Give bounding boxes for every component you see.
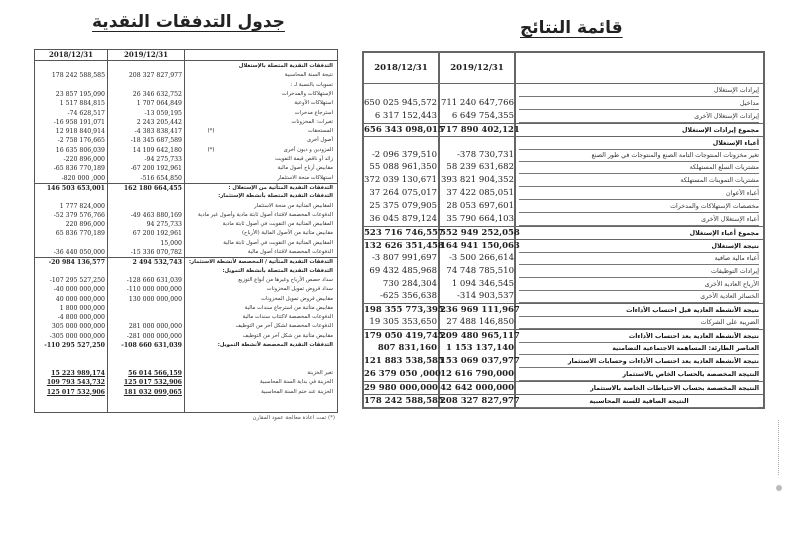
row-label: النتيجة الصافية للسنة المحاسبية: [519, 395, 759, 408]
value-2019: -108 660 631,039: [121, 342, 182, 349]
value-2019: -378 730,731: [457, 149, 514, 160]
row-label: مقابيض متأتية من شكل آخر من التوظيف: [242, 332, 333, 339]
value-2018: 179 050 419,745: [364, 331, 444, 342]
value-2018: 178 242 588,585: [364, 395, 444, 406]
row-label: الدفوعات المخصصة لاقتناء أصول ثابتة مادية وأصول غير مادية: [197, 211, 333, 218]
value-2019: -110 000 000,000: [126, 286, 182, 294]
value-2019: 393 821 904,352: [440, 175, 514, 186]
value-2018: 650 025 945,572: [364, 97, 438, 108]
table-row: [35, 81, 337, 90]
table-row: [364, 394, 763, 408]
value-2018: 69 432 485,968: [369, 265, 437, 276]
value-2019: 162 180 664,455: [123, 184, 182, 192]
row-label: سداد قروض تمويل المخزونات: [266, 286, 333, 293]
row-label: الإستهلاكات والمدخرات: [281, 90, 333, 97]
value-2018: -20 984 136,577: [48, 259, 105, 267]
income-statement-table: [362, 51, 765, 409]
value-2018: 220 896,000: [65, 221, 105, 229]
value-2018: -16 958 191,071: [53, 118, 105, 126]
row-label: تسويات بالنسبة لـ :: [290, 81, 333, 88]
value-2019: -18 345 687,589: [130, 137, 182, 145]
value-2018: 178 242 588,585: [51, 72, 105, 80]
value-2019: 2 243 205,442: [136, 118, 182, 126]
table-row: [35, 332, 337, 341]
row-label: التدفقات النقدية المتصلة بأنشطة التمويل:: [222, 267, 333, 274]
row-label: التدفقات النقدية المتأتية من الإستغلال :: [228, 184, 333, 191]
value-2018: 372 039 130,671: [364, 175, 438, 186]
table-row: [364, 381, 763, 395]
table-row: [364, 329, 763, 343]
table-row: [35, 360, 337, 369]
value-2019: -516 654,850: [140, 174, 182, 182]
value-2018: 15 223 989,174: [51, 369, 105, 377]
cash-flow-title: جدول التدفقات النقدية: [92, 12, 285, 32]
value-2018: 1 517 884,815: [59, 100, 105, 108]
table-row: [364, 303, 763, 317]
table-row: [364, 213, 763, 226]
table-row: [35, 202, 337, 211]
value-2019: 1 094 346,545: [451, 278, 514, 289]
income-col-2019: 2019/12/31: [450, 63, 504, 73]
table-row: [35, 285, 337, 294]
value-2018: 132 626 351,458: [364, 240, 444, 251]
table-row: [35, 109, 337, 118]
value-2018: 730 284,304: [382, 278, 437, 289]
value-2019: 209 480 965,117: [440, 331, 520, 342]
value-2018: 6 317 152,443: [374, 110, 437, 121]
table-row: [364, 252, 763, 265]
row-label: النتيجة المخصصة بالحساب الخاص بالاستثمار: [519, 368, 759, 381]
table-row: [35, 146, 337, 155]
value-2019: 26 346 632,752: [132, 90, 182, 98]
value-2018: 523 716 746,557: [364, 227, 444, 238]
table-row: [35, 62, 337, 71]
row-label: استرجاع مدخرات: [294, 109, 333, 116]
scan-dot-icon: [776, 485, 782, 491]
value-2018: 19 305 353,650: [369, 317, 437, 328]
table-row: [364, 84, 763, 97]
value-2018: -820 000 ,000: [61, 174, 105, 182]
note-marker: (*): [207, 146, 215, 153]
value-2018: -305 000 000,000: [49, 332, 105, 340]
row-label: إيرادات التوظيفات: [519, 265, 759, 278]
value-2019: -4 383 838,417: [134, 128, 182, 136]
value-2019: 67 200 192,961: [132, 230, 182, 238]
value-2019: -49 463 880,169: [130, 211, 182, 219]
value-2018: 55 088 961,350: [369, 162, 437, 173]
row-label: مشتريات السلع المستهلكة: [519, 161, 759, 174]
row-label: أعباء مالية صافية: [519, 252, 759, 265]
row-label: الدفوعات المخصصة لشكل آخر من التوظيف: [235, 323, 333, 330]
table-row: [35, 248, 337, 257]
row-label: أعباء الإستغلال: [519, 137, 759, 150]
value-2018: 109 793 543,732: [46, 379, 105, 387]
table-row: [35, 313, 337, 322]
income-col-2018: 2018/12/31: [374, 63, 428, 73]
value-2018: -65 836 770,189: [53, 165, 105, 173]
row-label: التدفقات النقدية المتصلة بالإستغلال: [238, 63, 333, 69]
table-row: [364, 110, 763, 123]
value-2018: -110 295 527,250: [44, 342, 105, 349]
table-row: [35, 118, 337, 127]
row-label: مداخيل: [519, 97, 759, 110]
value-2019: 35 790 664,103: [446, 214, 514, 224]
row-label: الخسائر العادية الأخرى: [519, 290, 759, 303]
value-2019: 42 642 000,000: [440, 382, 514, 393]
table-row: [364, 187, 763, 200]
row-label: استهلاكات منحة الاستثمار: [277, 174, 333, 181]
row-label: المستحقات: [307, 128, 333, 135]
value-2018: 16 635 806,039: [55, 146, 105, 154]
value-2019: 1 153 137,140: [445, 343, 514, 353]
row-label: تغير مخزونات المنتوجات التامة الصنع والمنتوجات في طور الصنع: [519, 149, 759, 162]
value-2019: -314 903,537: [457, 291, 514, 302]
value-2019: 58 239 631,682: [446, 162, 514, 173]
value-2019: 208 327 827,977: [128, 72, 182, 80]
value-2019: 27 488 146,850: [446, 317, 514, 328]
row-label: المقابيض المتأتية من التفويت في أصول ثابتة مالية: [223, 239, 333, 246]
value-2019: -128 660 631,039: [126, 276, 182, 284]
table-row: [35, 211, 337, 220]
table-row: [364, 368, 763, 381]
value-2019: 208 327 827,977: [440, 395, 520, 406]
value-2018: 23 857 195,090: [55, 90, 105, 98]
table-row: [364, 278, 763, 291]
table-row: [35, 229, 337, 238]
value-2019: 1 707 064,849: [136, 100, 182, 108]
value-2019: -94 275,733: [144, 156, 182, 163]
row-label: الدفوعات المخصصة لاكتتاب سندات مالية: [242, 314, 333, 321]
value-2018: -625 356,638: [380, 291, 437, 302]
row-label: إيرادات الإستغلال: [519, 84, 759, 97]
row-label: العناصر الطارئة: المساهمة الاجتماعية التضامنية: [519, 342, 759, 355]
value-2019: 711 240 647,766: [440, 97, 514, 108]
table-row: [35, 90, 337, 99]
value-2018: 37 264 075,017: [369, 188, 437, 199]
value-2018: -107 295 527,250: [49, 276, 105, 284]
value-2019: 28 053 697,601: [446, 201, 514, 212]
value-2018: 807 831,160: [377, 343, 437, 353]
row-label: الخزينة في بداية السنة المحاسبية: [260, 379, 333, 386]
table-row: [35, 71, 337, 80]
cash-flow-footnote: (*) تمت اعادة معالجة عمود المقارن: [252, 415, 335, 421]
row-label: الأرباح العادية الأخرى: [519, 278, 759, 291]
row-label: المقابيض المتأتية من منحة الاستثمار: [254, 202, 333, 209]
row-label: التدفقات النقدية المخصصة لأنشطة التمويل:: [217, 342, 333, 348]
row-label: إيرادات الإستغلال الأخرى: [519, 110, 759, 123]
value-2018: -4 800 000,000: [57, 314, 105, 322]
value-2018: -52 379 576,766: [53, 211, 105, 219]
table-row: [364, 239, 763, 253]
table-row: [35, 99, 337, 108]
row-label: مخصصات الإستهلاكات والمدخرات: [519, 200, 759, 213]
value-2019: 236 969 111,967: [440, 305, 520, 316]
row-label: نتيجة الأنشطة العادية قبل احتساب الأداءات: [519, 304, 759, 317]
table-row: [364, 136, 763, 150]
value-2019: 94 275,733: [146, 221, 182, 229]
table-row: [364, 149, 763, 162]
value-2019: 14 109 642,180: [132, 146, 182, 154]
row-label: سداد حصص الأرباح وغيرها من أنواع التوزيع: [238, 276, 333, 283]
value-2018: 25 375 079,905: [369, 201, 437, 212]
value-2018: -40 000 000,000: [53, 286, 105, 294]
value-2018: 146 503 653,001: [46, 184, 105, 192]
value-2018: 305 000 000,000: [51, 323, 105, 331]
row-label: المقابيض المتأتية من التفويت في أصول ثابتة مادية: [222, 221, 333, 228]
value-2019: -67 200 192,961: [130, 165, 182, 173]
value-2018: 36 045 879,124: [369, 214, 437, 224]
value-2019: -13 059,195: [144, 109, 182, 117]
value-2019: 164 941 150,063: [440, 240, 520, 251]
value-2018: 26 379 050 ,000: [364, 368, 441, 379]
table-row: [35, 388, 337, 397]
table-row: [35, 341, 337, 350]
row-label: أصول أخرى: [306, 137, 333, 144]
value-2019: 15,000: [160, 239, 182, 247]
row-label: تغير الخزينة: [307, 369, 333, 376]
table-row: [364, 355, 763, 368]
value-2018: -36 440 050,000: [53, 249, 105, 256]
value-2019: -3 500 266,614: [448, 252, 514, 263]
table-row: [35, 304, 337, 313]
row-label: نتيجة الإستغلال: [519, 240, 759, 253]
value-2018: -220 896,000: [63, 156, 105, 163]
value-2018: 40 000 000,000: [55, 295, 105, 303]
row-label: مشتريات التموينات المستهلكة: [519, 174, 759, 187]
table-row: [35, 220, 337, 229]
row-label: تغيرات: المخزونات: [291, 118, 333, 125]
value-2019: 717 890 402,121: [440, 124, 520, 135]
table-row: [35, 239, 337, 248]
table-row: [35, 164, 337, 173]
value-2018: -2 758 176,665: [57, 137, 105, 145]
value-2019: 153 069 037,977: [440, 355, 520, 366]
value-2018: -3 807 991,697: [371, 252, 437, 263]
value-2019: 125 017 532,906: [123, 379, 182, 387]
row-label: مجموع إيرادات الإستغلال: [519, 124, 759, 137]
row-label: استهلاكات الأوعية: [294, 100, 333, 107]
table-row: [35, 127, 337, 136]
table-row: [35, 174, 337, 183]
row-label: النتيجة المخصصة بحساب الاحتياطات الخاصة بالاستثمار: [519, 382, 759, 395]
value-2018: 125 017 532,906: [46, 388, 105, 396]
value-2019: 12 616 790,000: [440, 368, 514, 379]
value-2019: -281 000 000,000: [126, 332, 182, 340]
value-2019: 130 000 000,000: [128, 295, 182, 303]
row-label: مقابيض أرباح أصول مالية: [277, 165, 333, 172]
value-2019: 74 748 785,510: [446, 265, 514, 276]
row-label: التدفقات النقدية المتصلة بأنشطة الإستثمار:: [218, 193, 333, 200]
table-row: [364, 200, 763, 213]
table-row: [364, 316, 763, 329]
value-2019: 281 000 000,000: [128, 323, 182, 331]
table-row: [35, 267, 337, 276]
row-label: أعباء الإستغلال الأخرى: [519, 213, 759, 226]
table-row: [35, 192, 337, 201]
table-row: [364, 161, 763, 174]
table-row: [35, 155, 337, 164]
row-label: مجموع أعباء الإستغلال: [519, 227, 759, 240]
table-row: [35, 369, 337, 378]
table-row: [35, 295, 337, 304]
row-label: نتيجة الأنشطة العادية بعد احتساب الأداءات: [519, 330, 759, 343]
row-label: مقابيض قروض تمويل المخزونات: [260, 295, 333, 302]
value-2019: 552 949 252,058: [440, 227, 520, 238]
cash-flow-col-2018: 2018/12/31: [48, 50, 94, 59]
scan-mark-line: [778, 420, 780, 475]
table-row: [35, 378, 337, 387]
value-2018: 1 800 000,000: [59, 304, 105, 312]
row-label: الخزينة عند ختم السنة المحاسبية: [261, 388, 333, 395]
value-2019: 56 014 566,159: [128, 369, 182, 377]
row-label: نتيجة السنة المحاسبية: [284, 72, 333, 79]
table-row: [35, 136, 337, 145]
table-row: [364, 342, 763, 355]
cash-flow-table: [34, 49, 338, 413]
note-marker: (*): [207, 128, 215, 135]
table-row: [364, 97, 763, 110]
row-label: زائد أو ناقص قيمة التفويت: [275, 156, 333, 162]
value-2018: -74 628,517: [67, 109, 105, 117]
table-row: [364, 123, 763, 137]
value-2018: 198 355 773,395: [364, 305, 444, 316]
row-label: التدفقات النقدية المتأتية / المخصصة لأنشطة الاستثمار:: [188, 259, 333, 266]
value-2018: 29 980 000,000: [364, 382, 438, 393]
value-2018: 65 836 770,189: [55, 230, 105, 238]
row-label: نتيجة الأنشطة العادية بعد احتساب الأداءات وحسابات الاستثمار: [519, 355, 759, 368]
value-2019: 6 649 754,355: [451, 110, 514, 121]
income-statement-title: قائمة النتائج: [520, 18, 623, 38]
row-label: الدفوعات المخصصة لاقتناء أصول مالية: [247, 249, 333, 255]
row-label: الضريبة على الشركات: [519, 316, 759, 329]
table-row: [35, 350, 337, 359]
table-row: [35, 322, 337, 331]
row-label: المزودين و ديون أخرى: [283, 146, 333, 153]
table-row: [364, 265, 763, 278]
value-2018: 1 777 824,000: [59, 202, 105, 210]
value-2019: -15 336 070,782: [130, 249, 182, 256]
table-row: [364, 226, 763, 240]
value-2018: 121 883 538,585: [364, 355, 444, 366]
value-2018: 656 343 098,015: [364, 124, 444, 135]
table-row: [35, 276, 337, 285]
value-2019: 37 422 085,051: [446, 188, 514, 199]
cash-flow-col-2019: 2019/12/31: [123, 50, 169, 59]
table-row: [364, 174, 763, 187]
table-row: [364, 290, 763, 303]
row-label: أعباء الأعوان: [519, 187, 759, 200]
row-label: مقابيض متأتية من استرجاع سندات مالية: [244, 304, 333, 311]
value-2019: 2 494 532,743: [132, 259, 182, 267]
row-label: مقابيض متأتية من الأصول المالية (الأرباح): [241, 230, 333, 237]
value-2018: 12 918 840,914: [55, 128, 105, 136]
value-2018: -2 096 379,510: [371, 149, 437, 160]
value-2019: 181 032 099,065: [123, 388, 182, 396]
